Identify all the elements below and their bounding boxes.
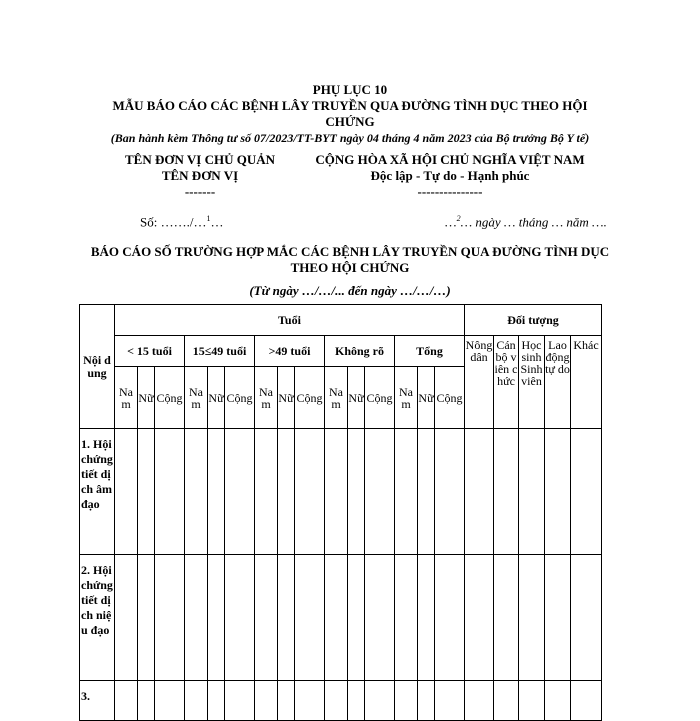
nation-motto: Độc lập - Tự do - Hạnh phúc <box>370 168 530 183</box>
form-subtitle: (Ban hành kèm Thông tư số 07/2023/TT-BYT ngày 04 tháng 4 năm 2023 của Bộ trưởng Bộ Y tế) <box>110 131 590 145</box>
subject-freelance: Lao động tự do <box>545 336 571 429</box>
org-dash: ------- <box>184 184 216 199</box>
table-row <box>80 555 602 681</box>
appendix-label: PHỤ LỤC 10 <box>312 82 388 97</box>
age-group-under15: < 15 tuổi <box>115 336 185 367</box>
gender-female: Nữ <box>348 367 365 429</box>
subject-header: Đối tượng <box>465 305 602 336</box>
report-table <box>79 304 602 721</box>
org-block <box>100 152 300 200</box>
col-content-header: Nội dung <box>80 305 115 429</box>
age-group-over49: >49 tuổi <box>255 336 325 367</box>
gender-male: Nam <box>395 367 418 429</box>
gender-female: Nữ <box>208 367 225 429</box>
org-unit: TÊN ĐƠN VỊ <box>161 168 239 183</box>
nation-name: CỘNG HÒA XÃ HỘI CHỦ NGHĨA VIỆT NAM <box>315 152 585 167</box>
form-title: MẪU BÁO CÁO CÁC BỆNH LÂY TRUYỀN QUA ĐƯỜNG TÌNH DỤC THEO HỘI CHỨNG <box>112 98 588 129</box>
org-parent: TÊN ĐƠN VỊ CHỦ QUẢN <box>125 152 275 167</box>
report-title: BÁO CÁO SỐ TRƯỜNG HỢP MẮC CÁC BỆNH LÂY TRUYỀN QUA ĐƯỜNG TÌNH DỤC THEO HỘI CHỨNG <box>90 244 610 275</box>
row-label: 3. <box>80 681 115 721</box>
document-date: …$^2$… ngày … tháng … năm …. <box>445 214 607 230</box>
row-label: 2. Hội chứng tiết dịch niệu đạo <box>80 555 115 681</box>
gender-total: Cộng <box>225 367 255 429</box>
age-group-unknown: Không rõ <box>325 336 395 367</box>
subject-other: Khác <box>571 336 602 429</box>
subject-farmer: Nông dân <box>465 336 494 429</box>
subject-officer: Cán bộ viên chức <box>494 336 519 429</box>
gender-male: Nam <box>185 367 208 429</box>
nation-block <box>295 152 605 200</box>
age-header: Tuổi <box>115 305 465 336</box>
table-row <box>80 681 602 721</box>
gender-male: Nam <box>325 367 348 429</box>
gender-total: Cộng <box>365 367 395 429</box>
row-label: 1. Hội chứng tiết dịch âm đạo <box>80 429 115 555</box>
gender-female: Nữ <box>418 367 435 429</box>
gender-total: Cộng <box>295 367 325 429</box>
report-period: (Từ ngày …/…/... đến ngày …/…/…) <box>249 283 451 298</box>
gender-female: Nữ <box>278 367 295 429</box>
nation-dash: --------------- <box>417 184 483 199</box>
document-number: Số: ……./…$^1$… <box>140 214 224 230</box>
gender-total: Cộng <box>435 367 465 429</box>
gender-male: Nam <box>115 367 138 429</box>
gender-total: Cộng <box>155 367 185 429</box>
table-row <box>80 429 602 555</box>
age-group-total: Tổng <box>395 336 465 367</box>
gender-female: Nữ <box>138 367 155 429</box>
subject-student: Học sinh Sinh viên <box>519 336 545 429</box>
gender-male: Nam <box>255 367 278 429</box>
age-group-15-49: 15≤49 tuổi <box>185 336 255 367</box>
